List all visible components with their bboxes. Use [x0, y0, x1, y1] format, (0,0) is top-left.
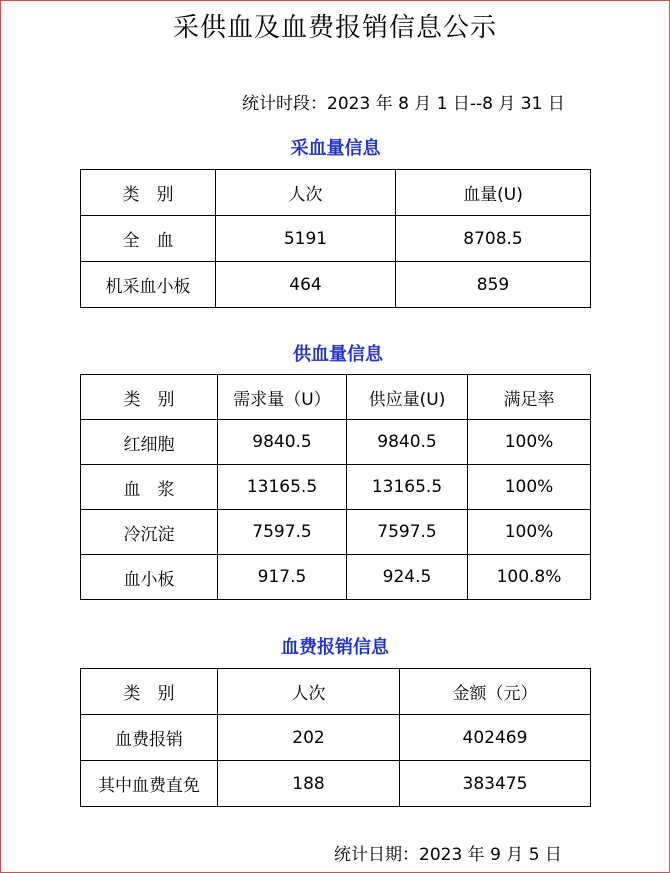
table-row [81, 761, 591, 807]
table-cell: 100% [468, 420, 591, 465]
table-cell: 5191 [216, 216, 396, 262]
table-header-row [81, 375, 591, 420]
supply-table [80, 374, 591, 600]
table-cell: 9840.5 [218, 420, 347, 465]
header-cell: 类 别 [81, 669, 218, 715]
table-row [81, 715, 591, 761]
table-cell: 202 [218, 715, 400, 761]
table-cell: 血小板 [81, 555, 218, 600]
table-cell: 全 血 [81, 216, 216, 262]
table-cell: 机采血小板 [81, 262, 216, 308]
header-cell: 供应量(U) [347, 375, 468, 420]
supply-heading: 供血量信息 [293, 344, 383, 365]
table-cell: 7597.5 [347, 510, 468, 555]
table-cell: 血 浆 [81, 465, 218, 510]
table-cell: 13165.5 [347, 465, 468, 510]
table-cell: 7597.5 [218, 510, 347, 555]
page-title: 采供血及血费报销信息公示 [172, 13, 497, 43]
table-cell: 924.5 [347, 555, 468, 600]
table-row [81, 555, 591, 600]
header-cell: 类 别 [81, 170, 216, 216]
table-cell: 188 [218, 761, 400, 807]
header-cell: 人次 [216, 170, 396, 216]
table-header-row [81, 669, 591, 715]
header-cell: 人次 [218, 669, 400, 715]
reimbursement-heading: 血费报销信息 [281, 637, 389, 658]
table-cell: 100% [468, 510, 591, 555]
header-cell: 金额（元） [400, 669, 591, 715]
table-cell: 8708.5 [396, 216, 591, 262]
table-row [81, 216, 591, 262]
collection-table [80, 169, 591, 308]
table-cell: 冷沉淀 [81, 510, 218, 555]
reimbursement-table [80, 668, 591, 807]
table-cell: 9840.5 [347, 420, 468, 465]
header-cell: 类 别 [81, 375, 218, 420]
table-cell: 血费报销 [81, 715, 218, 761]
header-cell: 血量(U) [396, 170, 591, 216]
statistics-period: 统计时段：2023 年 8 月 1 日--8 月 31 日 [242, 94, 565, 114]
table-row [81, 465, 591, 510]
table-cell: 383475 [400, 761, 591, 807]
table-cell: 402469 [400, 715, 591, 761]
table-header-row [81, 170, 591, 216]
table-cell: 红细胞 [81, 420, 218, 465]
table-row [81, 420, 591, 465]
table-cell: 917.5 [218, 555, 347, 600]
table-cell: 100% [468, 465, 591, 510]
table-cell: 其中血费直免 [81, 761, 218, 807]
table-cell: 859 [396, 262, 591, 308]
header-cell: 满足率 [468, 375, 591, 420]
table-cell: 13165.5 [218, 465, 347, 510]
header-cell: 需求量（U） [218, 375, 347, 420]
statistics-date: 统计日期：2023 年 9 月 5 日 [334, 845, 562, 865]
table-cell: 100.8% [468, 555, 591, 600]
collection-heading: 采血量信息 [290, 138, 381, 159]
table-row [81, 510, 591, 555]
table-cell: 464 [216, 262, 396, 308]
table-row [81, 262, 591, 308]
